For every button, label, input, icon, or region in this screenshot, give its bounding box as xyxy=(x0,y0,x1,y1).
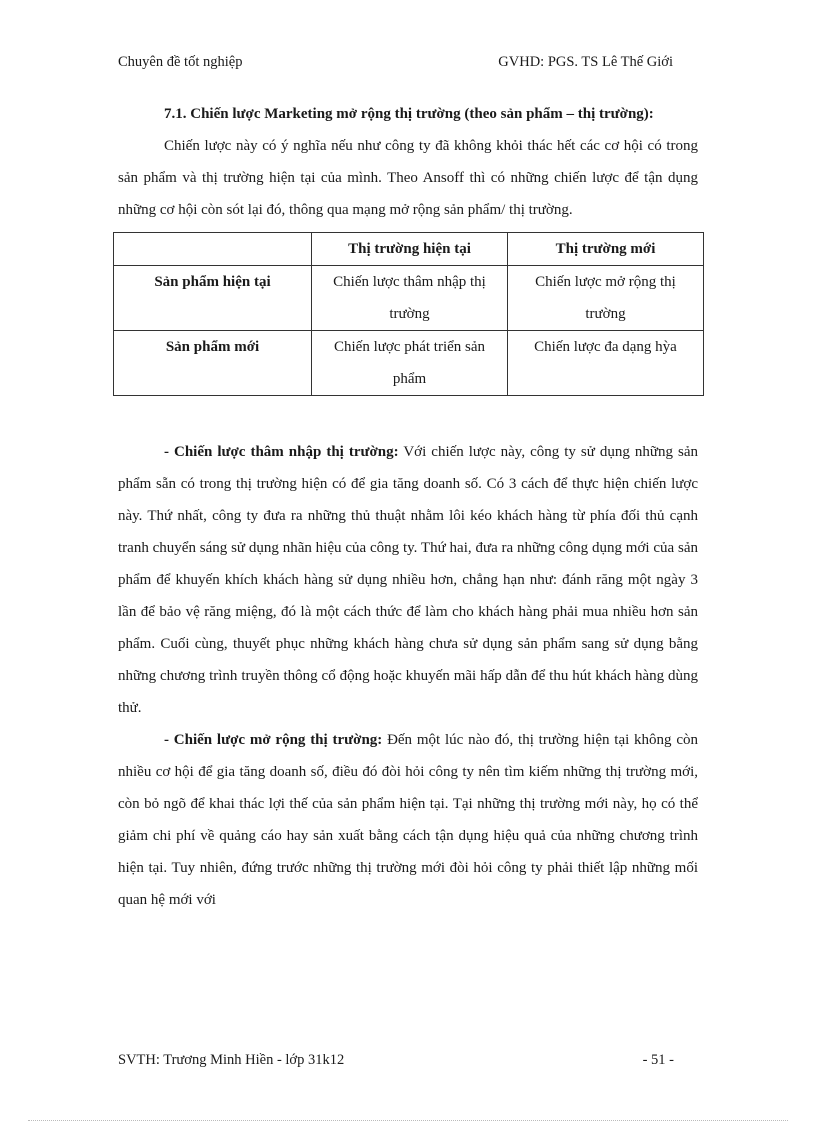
matrix-col-header: Thị trường mới xyxy=(508,233,704,266)
matrix-cell: Chiến lược đa dạng hỳa xyxy=(508,331,704,396)
matrix-col-header: Thị trường hiện tại xyxy=(312,233,508,266)
matrix-row-header: Sản phẩm mới xyxy=(114,331,312,396)
development-lead: - Chiến lược mở rộng thị trường: xyxy=(164,732,383,748)
development-paragraph xyxy=(118,724,698,916)
matrix-cell: Chiến lược phát triển sản phẩm xyxy=(312,331,508,396)
matrix-row xyxy=(114,266,704,331)
penetration-lead: - Chiến lược thâm nhập thị trường: xyxy=(164,444,399,460)
header-right: GVHD: PGS. TS Lê Thế Giới xyxy=(498,54,673,70)
penetration-text: Với chiến lược này, công ty sử dụng những sản phẩm sẵn có trong thị trường hiện có để gia tăng doanh số. Có 3 cách để thực hiện chiến lược này. Thứ nhất, công ty đưa ra những thủ thuật nhằm lôi kéo khách hàng từ phía đối thủ cạnh tranh chuyển sáng sử dụng nhãn hiệu của công ty. Thứ hai, đưa ra những công dụng mới của sản phẩm để khuyến khích khách hàng sử dụng nhiều hơn, chẳng hạn như: đánh răng một ngày 3 lần để bảo vệ răng miệng, đó là một cách thức để làm cho khách hàng phải mua nhiều hơn sản phẩm. Cuối cùng, thuyết phục những khách hàng chưa sử dụng sản phẩm sang sử dụng bằng những chương trình truyền thông cổ động hoặc khuyến mãi hấp dẫn để thu hút khách hàng dùng thử. xyxy=(118,444,698,716)
matrix-cell: Chiến lược mở rộng thị trường xyxy=(508,266,704,331)
footer-left: SVTH: Trương Minh Hiền - lớp 31k12 xyxy=(118,1052,345,1068)
matrix-cell: Chiến lược thâm nhập thị trường xyxy=(312,266,508,331)
header-left: Chuyên đề tốt nghiệp xyxy=(118,54,243,70)
matrix-header-row xyxy=(114,233,704,266)
section-heading: 7.1. Chiến lược Marketing mở rộng thị trường (theo sản phẩm – thị trường): xyxy=(164,106,654,122)
ansoff-matrix xyxy=(113,232,704,396)
page-footer xyxy=(118,1052,674,1072)
development-text: Đến một lúc nào đó, thị trường hiện tại không còn nhiều cơ hội để gia tăng doanh số, điều đó đòi hỏi công ty nên tìm kiếm những thị trường mới, còn bỏ ngõ để khai thác lợi thế của sản phẩm hiện tại. Tại những thị trường mới này, họ có thể giảm chi phí về quảng cáo hay sản xuất bằng cách tận dụng hiệu quả của những chương trình hiện tại. Tuy nhiên, đứng trước những thị trường mới đòi hỏi công ty phải thiết lập những mối quan hệ mới với xyxy=(118,732,698,908)
matrix-row-header: Sản phẩm hiện tại xyxy=(114,266,312,331)
matrix-corner-cell xyxy=(114,233,312,266)
page-header xyxy=(118,54,673,74)
intro-paragraph: Chiến lược này có ý nghĩa nếu như công ty đã không khỏi thác hết các cơ hội có trong sản phẩm và thị trường hiện tại của mình. Theo Ansoff thì có những chiến lược để tận dụng những cơ hội còn sót lại đó, thông qua mạng mở rộng sản phẩm/ thị trường. xyxy=(118,138,698,218)
bottom-dotted-rule xyxy=(28,1120,788,1121)
page-body xyxy=(118,98,698,916)
penetration-paragraph xyxy=(118,436,698,724)
matrix-row xyxy=(114,331,704,396)
page-number: - 51 - xyxy=(642,1052,674,1068)
